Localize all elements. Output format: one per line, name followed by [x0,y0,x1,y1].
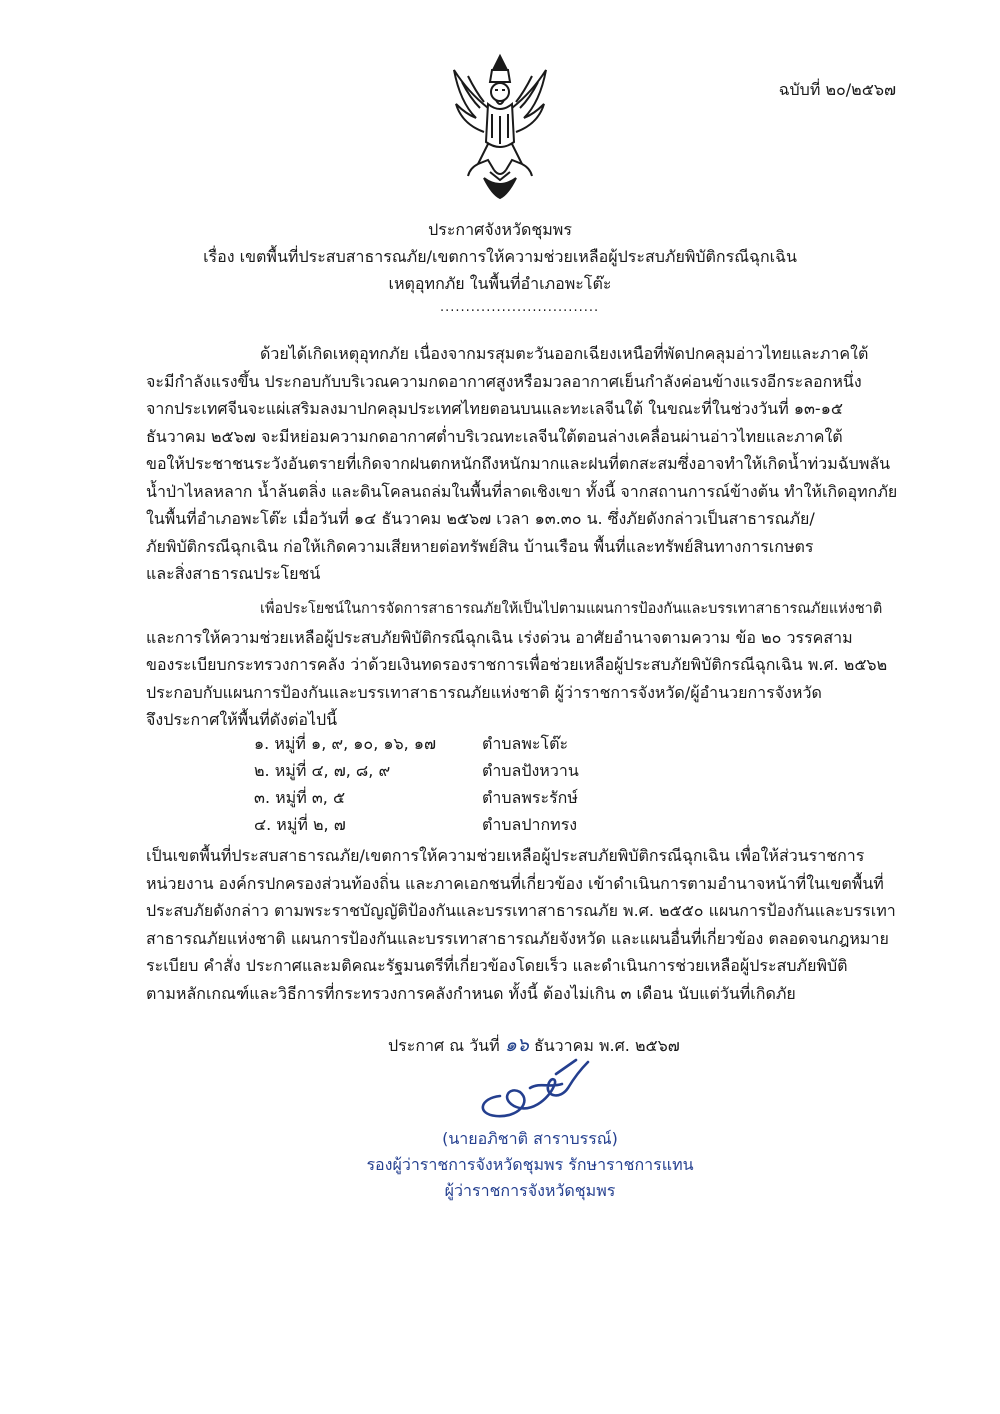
garuda-emblem-icon [448,52,552,202]
text-line: ขอให้ประชาชนระวังอันตรายที่เกิดจากฝนตกหนักถึงหนักมากและฝนที่ตกสะสมซึ่งอาจทำให้เกิดน้ำท่วมฉับพลัน [146,454,891,473]
text-line: สาธารณภัยแห่งชาติ แผนการป้องกันและบรรเทาสาธารณภัยจังหวัด และแผนอื่นที่เกี่ยวข้อง ตลอดจนกฎหมาย [146,928,889,948]
text-line: หน่วยงาน องค์กรปกครองส่วนท้องถิ่น และภาคเอกชนที่เกี่ยวข้อง เข้าดำเนินการตามอำนาจหน้าที่ในเขตพื้นที่ [146,873,884,893]
heading-title: ประกาศจังหวัดชุมพร [428,220,572,239]
text-line: ด้วยได้เกิดเหตุอุทกภัย เนื่องจากมรสุมตะวันออกเฉียงเหนือที่พัดปกคลุมอ่าวไทยและภาคใต้ [260,344,869,363]
paragraph-1 [146,340,902,588]
text-line: จากประเทศจีนจะแผ่เสริมลงมาปกคลุมประเทศไทยตอนบนและทะเลจีนใต้ ในขณะที่ในช่วงวันที่ ๑๓-๑๕ [146,399,843,418]
issue-number: ฉบับที่ ๒๐/๒๕๖๗ [778,80,896,99]
text-line: ธันวาคม ๒๕๖๗ จะมีหย่อมความกดอากาศต่ำบริเวณทะเลจีนใต้ตอนล่างเคลื่อนผ่านอ่าวไทยและภาคใต้ [146,426,843,446]
list-item [254,759,579,786]
date-suffix: ธันวาคม พ.ศ. ๒๕๖๗ [533,1036,680,1055]
list-item [254,732,579,759]
area-villages: ๑. หมู่ที่ ๑, ๙, ๑๐, ๑๖, ๑๗ [254,734,437,753]
text-line: และสิ่งสาธารณประโยชน์ [146,564,321,583]
heading-subject-cont: เหตุอุทกภัย ในพื้นที่อำเภอพะโต๊ะ [388,274,612,293]
area-list [254,732,579,840]
signatory-position-cont: ผู้ว่าราชการจังหวัดชุมพร [444,1181,616,1200]
text-line: น้ำป่าไหลหลาก น้ำล้นตลิ่ง และดินโคลนถล่มในพื้นที่ลาดเชิงเขา ทั้งนี้ จากสถานการณ์ข้างต้น ทำให้เกิดอุทกภัย [146,481,898,501]
heading-separator: ............................... [440,300,600,315]
text-line: ภัยพิบัติกรณีฉุกเฉิน ก่อให้เกิดความเสียหายต่อทรัพย์สิน บ้านเรือน พื้นที่และทรัพย์สินทางการเกษตร [146,536,814,556]
paragraph-3 [146,842,902,1007]
signatory-position: รองผู้ว่าราชการจังหวัดชุมพร รักษาราชการแทน [366,1155,694,1174]
area-villages: ๓. หมู่ที่ ๓, ๕ [254,788,346,807]
text-line: ประกอบกับแผนการป้องกันและบรรเทาสาธารณภัยแห่งชาติ ผู้ว่าราชการจังหวัด/ผู้อำนวยการจังหวัด [146,682,822,702]
signatory-name: (นายอภิชาติ สาราบรรณ์) [442,1129,618,1148]
text-line: ประสบภัยดังกล่าว ตามพระราชบัญญัติป้องกันและบรรเทาสาธารณภัย พ.ศ. ๒๕๕๐ แผนการป้องกันและบรรเทา [146,901,896,920]
text-line: จะมีกำลังแรงขึ้น ประกอบกับบริเวณความกดอากาศสูงหรือมวลอากาศเย็นกำลังค่อนข้างแรงอีกระลอกหนึ่ง [146,371,862,391]
text-line: ในพื้นที่อำเภอพะโต๊ะ เมื่อวันที่ ๑๔ ธันวาคม ๒๕๖๗ เวลา ๑๓.๓๐ น. ซึ่งภัยดังกล่าวเป็นสาธารณภัย/ [146,509,815,528]
text-line: ระเบียบ คำสั่ง ประกาศและมติคณะรัฐมนตรีที่เกี่ยวข้องโดยเร็ว และดำเนินการช่วยเหลือผู้ประสบภัยพิบัติ [146,956,848,975]
area-subdistrict: ตำบลปังหวาน [482,761,579,780]
text-line: เพื่อประโยชน์ในการจัดการสาธารณภัยให้เป็นไปตามแผนการป้องกันและบรรเทาสาธารณภัยแห่งชาติ [260,601,883,617]
text-line: เป็นเขตพื้นที่ประสบสาธารณภัย/เขตการให้ความช่วยเหลือผู้ประสบภัยพิบัติกรณีฉุกเฉิน เพื่อให้ส่วนราชการ [146,846,865,865]
text-line: จึงประกาศให้พื้นที่ดังต่อไปนี้ [146,710,338,729]
area-villages: ๒. หมู่ที่ ๔, ๗, ๘, ๙ [254,761,391,780]
list-item [254,813,579,840]
text-line: ของระเบียบกระทรวงการคลัง ว่าด้วยเงินทดรองราชการเพื่อช่วยเหลือผู้ประสบภัยพิบัติกรณีฉุกเฉิน พ.ศ. ๒๕๖๒ [146,655,888,674]
text-line: และการให้ความช่วยเหลือผู้ประสบภัยพิบัติกรณีฉุกเฉิน เร่งด่วน อาศัยอำนาจตามความ ข้อ ๒๐ วรรคสาม [146,627,853,647]
area-villages: ๔. หมู่ที่ ๒, ๗ [254,815,346,834]
text-line: ตามหลักเกณฑ์และวิธีการที่กระทรวงการคลังกำหนด ทั้งนี้ ต้องไม่เกิน ๓ เดือน นับแต่วันที่เกิดภัย [146,983,796,1003]
paragraph-2 [146,596,902,734]
heading-subject: เรื่อง เขตพื้นที่ประสบสาธารณภัย/เขตการให้ความช่วยเหลือผู้ประสบภัยพิบัติกรณีฉุกเฉิน [203,247,797,266]
date-prefix: ประกาศ ณ วันที่ [388,1036,500,1055]
area-subdistrict: ตำบลปากทรง [482,815,578,834]
area-subdistrict: ตำบลพระรักษ์ [482,788,578,807]
handwritten-signature [470,1052,610,1122]
date-day-handwritten: ๑๖ [504,1034,529,1056]
area-subdistrict: ตำบลพะโต๊ะ [482,734,569,753]
list-item [254,786,579,813]
